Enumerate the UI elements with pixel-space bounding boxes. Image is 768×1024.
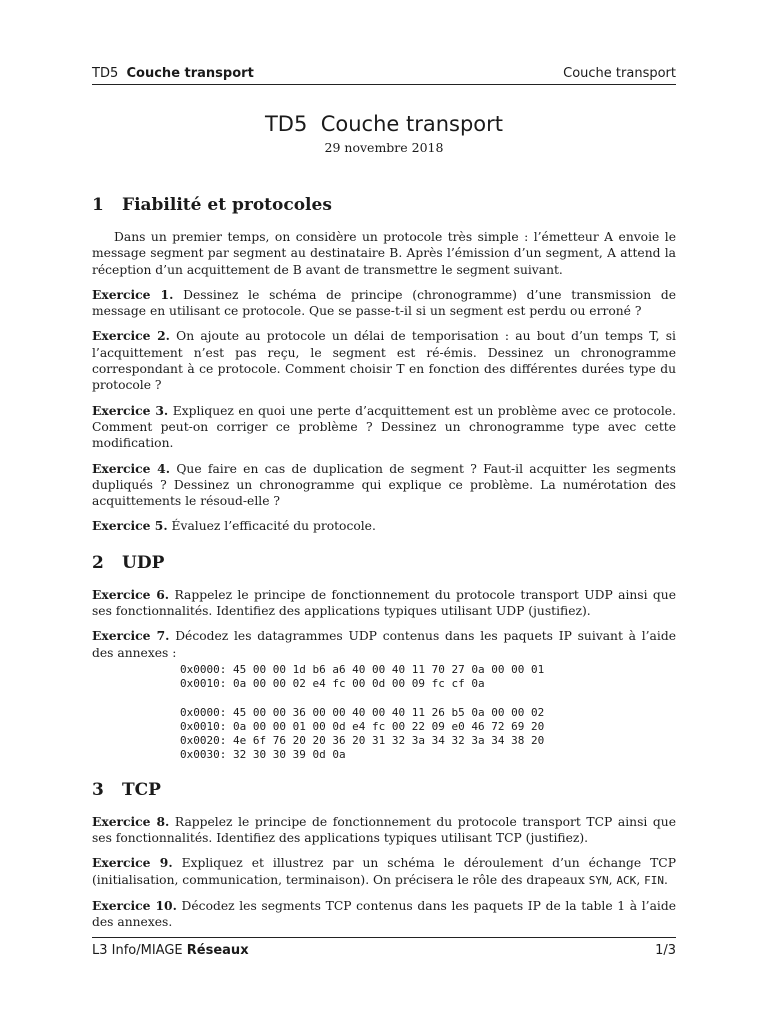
document-date: 29 novembre 2018 [324, 140, 444, 155]
exercise-2: Exercice 2. On ajoute au protocole un délai de temporisation : au bout d’un temps T, si l’acquittement n’est pas reçu, le segment est ré-émis. Dessinez un chronogramme correspondant à ce protocole. Comment choisir T en fonction des différentes durées type du protocole ? [92, 328, 676, 393]
header-left: TD5 Couche transport [92, 66, 254, 81]
exercise-4: Exercice 4. Que faire en cas de duplication de segment ? Faut-il acquitter les segments dupliqués ? Dessinez un chronogramme qui explique ce problème. La numérotation des acquittements le résoud-elle ? [92, 460, 676, 509]
exercise-7: Exercice 7. Décodez les datagrammes UDP contenus dans les paquets IP suivant à l’aide des annexes : [92, 628, 676, 660]
section-heading-3: 3 TCP [92, 779, 161, 800]
page-header [92, 66, 676, 85]
exercise-1: Exercice 1. Dessinez le schéma de principe (chronogramme) d’une transmission de message en utilisant ce protocole. Que se passe-t-il si un segment est perdu ou erroné ? [92, 286, 676, 319]
exercise-10: Exercice 10. Décodez les segments TCP contenus dans les paquets IP de la table 1 à l’aide des annexes. [92, 897, 676, 930]
hex-dump-1: 0x0000: 45 00 00 1d b6 a6 40 00 40 11 70 27 0a 00 00 01 0x0010: 0a 00 00 02 e4 fc 00 0d 00 09 fc cf 0a 0x0000: 45 00 00 36 00 00 40 00 40 11 26 b5 0a 00 00 02 0x0010: 0a 00 00 01 00 0d e4 fc 00 22 09 e0 46 72 69 20 0x0020: 4e 6f 76 20 20 36 20 31 32 3a 34 32 3a 34 38 20 0x0030: 32 30 30 39 0d 0a [180, 662, 545, 762]
document-title: TD5 Couche transport [264, 112, 504, 136]
footer-left: L3 Info/MIAGE Réseaux [92, 943, 249, 958]
exercise-3: Exercice 3. Expliquez en quoi une perte d’acquittement est un problème avec ce protocole. Comment peut-on corriger ce problème ? Dessinez un chronogramme type avec cette modification. [92, 402, 676, 451]
section-heading-1: 1 Fiabilité et protocoles [92, 195, 332, 215]
exercise-5: Exercice 5. Évaluez l’efficacité du protocole. [92, 518, 376, 534]
header-right: Couche transport [563, 66, 676, 81]
document-body [92, 194, 676, 940]
page-footer [92, 937, 676, 958]
exercise-8: Exercice 8. Rappelez le principe de fonctionnement du protocole transport TCP ainsi que ses fonctionnalités. Identifiez des applications typiques utilisant TCP (justifiez). [92, 813, 676, 846]
exercise-6: Exercice 6. Rappelez le principe de fonctionnement du protocole transport UDP ainsi que ses fonctionnalités. Identifiez des applications typiques utilisant UDP (justifiez). [92, 586, 676, 619]
section-heading-2: 2 UDP [92, 552, 165, 573]
exercise-9: Exercice 9. Expliquez et illustrez par un schéma le déroulement d’un échange TCP (initialisation, communication, terminaison). On précisera le rôle des drapeaux SYN, ACK, FIN. [92, 855, 676, 887]
section-1-intro: Dans un premier temps, on considère un protocole très simple : l’émetteur A envoie le message segment par segment au destinataire B. Après l’émission d’un segment, A attend la réception d’un acquittement de B avant de transmettre le segment suivant. [92, 230, 676, 277]
page-number: 1/3 [655, 943, 676, 958]
